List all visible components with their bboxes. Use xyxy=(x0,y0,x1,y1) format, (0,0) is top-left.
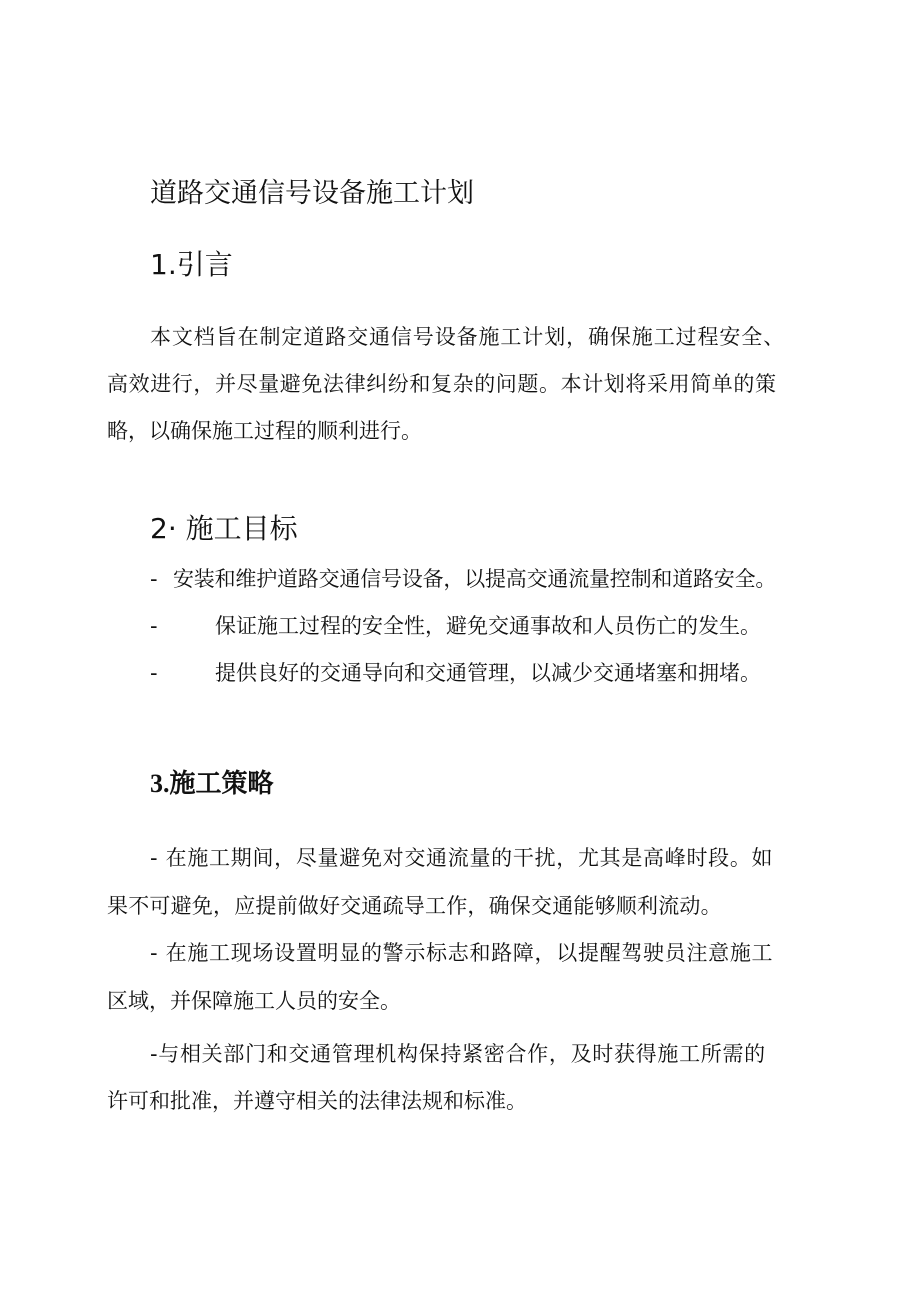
intro-line-1: 本文档旨在制定道路交通信号设备施工计划，确保施工过程安全、 xyxy=(150,325,786,349)
document-title: 道路交通信号设备施工计划 xyxy=(150,178,474,209)
intro-line-2: 高效进行，并尽量避免法律纠纷和复杂的问题。本计划将采用简单的策 xyxy=(107,372,777,396)
intro-line-3: 略，以确保施工过程的顺利进行。 xyxy=(107,419,422,443)
goal-dash: - xyxy=(150,567,158,591)
goal-dash: - xyxy=(150,661,158,685)
strategy-item-1-line-1: - 在施工期间，尽量避免对交通流量的干扰，尤其是高峰时段。如 xyxy=(150,846,774,870)
goal-item-1: 安装和维护道路交通信号设备，以提高交通流量控制和道路安全。 xyxy=(173,567,777,591)
section-heading-strategy: 3.施工策略 xyxy=(150,769,274,798)
strategy-item-1-line-2: 果不可避免，应提前做好交通疏导工作，确保交通能够顺利流动。 xyxy=(107,894,722,918)
strategy-item-2-line-2: 区域，并保障施工人员的安全。 xyxy=(107,989,401,1013)
strategy-item-3-line-1: -与相关部门和交通管理机构保持紧密合作，及时获得施工所需的 xyxy=(150,1042,766,1066)
strategy-item-3-line-2: 许可和批准，并遵守相关的法律法规和标准。 xyxy=(107,1089,527,1113)
goal-item-3: 提供良好的交通导向和交通管理，以减少交通堵塞和拥堵。 xyxy=(215,661,761,685)
goal-item-2: 保证施工过程的安全性，避免交通事故和人员伤亡的发生。 xyxy=(215,614,761,638)
goal-dash: - xyxy=(150,614,158,638)
strategy-item-2-line-1: - 在施工现场设置明显的警示标志和路障，以提醒驾驶员注意施工 xyxy=(150,941,774,965)
section-heading-intro: 1.引言 xyxy=(150,248,233,281)
section-heading-goals: 2· 施工目标 xyxy=(150,512,298,545)
